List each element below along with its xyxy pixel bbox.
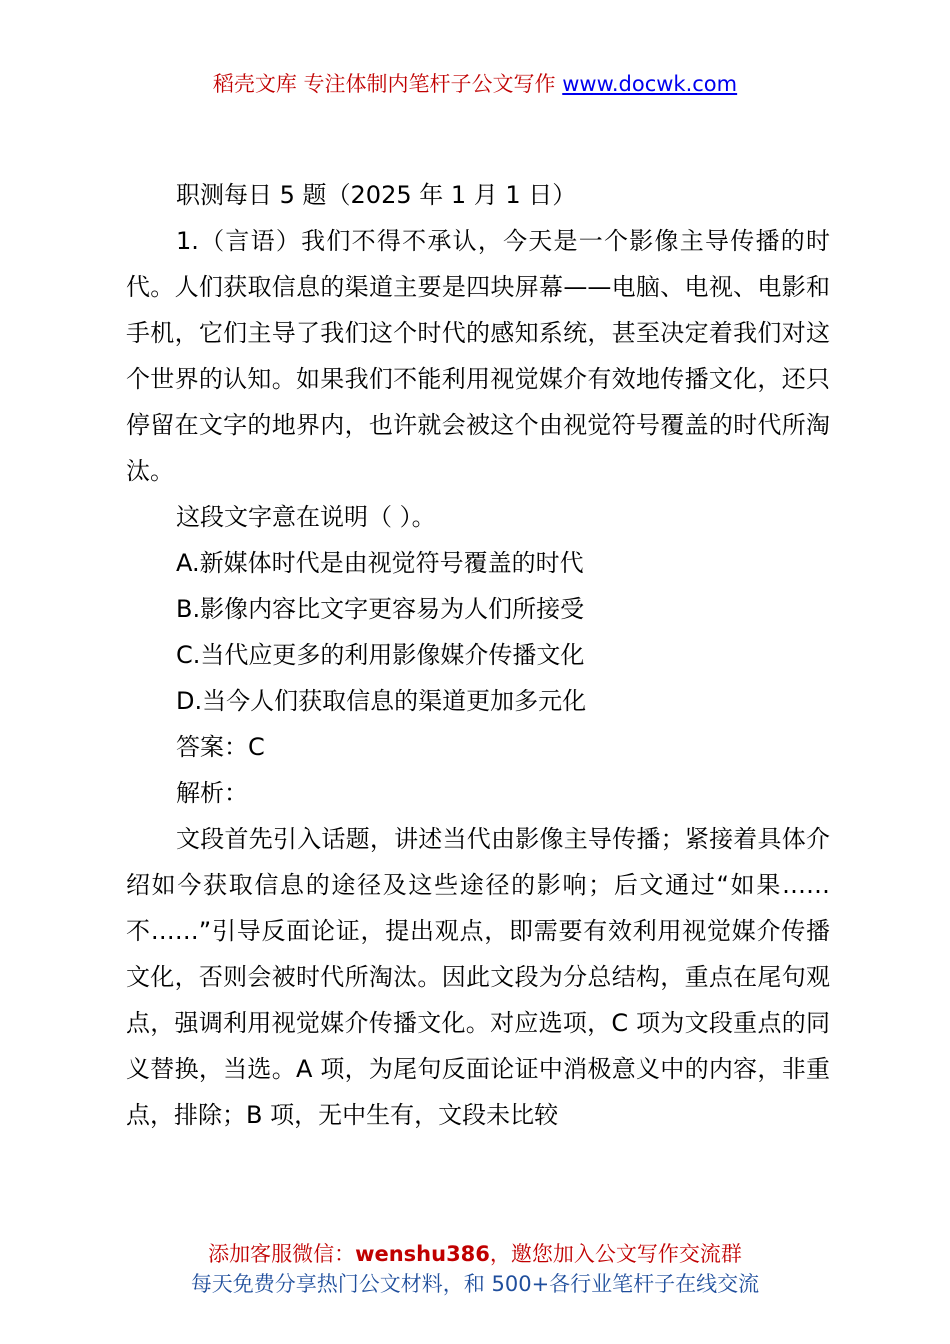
analysis-label: 解析： bbox=[176, 779, 248, 807]
option-b: B.影像内容比文字更容易为人们所接受 bbox=[176, 595, 585, 623]
option-d: D.当今人们获取信息的渠道更加多元化 bbox=[176, 687, 587, 715]
page-header bbox=[0, 68, 950, 100]
document-body bbox=[126, 172, 830, 1138]
footer-wechat-prefix: 添加客服微信： bbox=[208, 1242, 356, 1266]
footer-wechat-id: wenshu386 bbox=[355, 1242, 490, 1266]
answer-line: 答案：C bbox=[176, 733, 265, 761]
footer-wechat-line bbox=[0, 1240, 950, 1269]
option-c: C.当代应更多的利用影像媒介传播文化 bbox=[176, 641, 585, 669]
footer-wechat-suffix: ，邀您加入公文写作交流群 bbox=[489, 1242, 742, 1266]
document-title: 职测每日 5 题（2025 年 1 月 1 日） bbox=[176, 181, 577, 209]
option-a: A.新媒体时代是由视觉符号覆盖的时代 bbox=[176, 549, 584, 577]
question-prompt: 这段文字意在说明（ ）。 bbox=[176, 503, 436, 531]
site-url-link[interactable]: www.docwk.com bbox=[562, 72, 738, 96]
analysis-text: 文段首先引入话题，讲述当代由影像主导传播；紧接着具体介绍如今获取信息的途径及这些途径的影响；后文通过“如果……不……”引导反面论证，提出观点，即需要有效利用视觉媒介传播文化，否则会被时代所淘汰。因此文段为分总结构，重点在尾句观点，强调利用视觉媒介传播文化。对应选项，C 项为文段重点的同义替换，当选。A 项，为尾句反面论证中消极意义中的内容，非重点，排除；B 项，无中生有，文段未比较 bbox=[126, 825, 830, 1129]
site-brand: 稻壳文库 专注体制内笔杆子公文写作 bbox=[212, 72, 556, 96]
question-stem: 1.（言语）我们不得不承认，今天是一个影像主导传播的时代。人们获取信息的渠道主要是四块屏幕——电脑、电视、电影和手机，它们主导了我们这个时代的感知系统，甚至决定着我们对这个世界的认知。如果我们不能利用视觉媒介有效地传播文化，还只停留在文字的地界内，也许就会被这个由视觉符号覆盖的时代所淘汰。 bbox=[126, 227, 830, 485]
footer-promo-line: 每天免费分享热门公文材料，和 500+各行业笔杆子在线交流 bbox=[190, 1272, 760, 1296]
